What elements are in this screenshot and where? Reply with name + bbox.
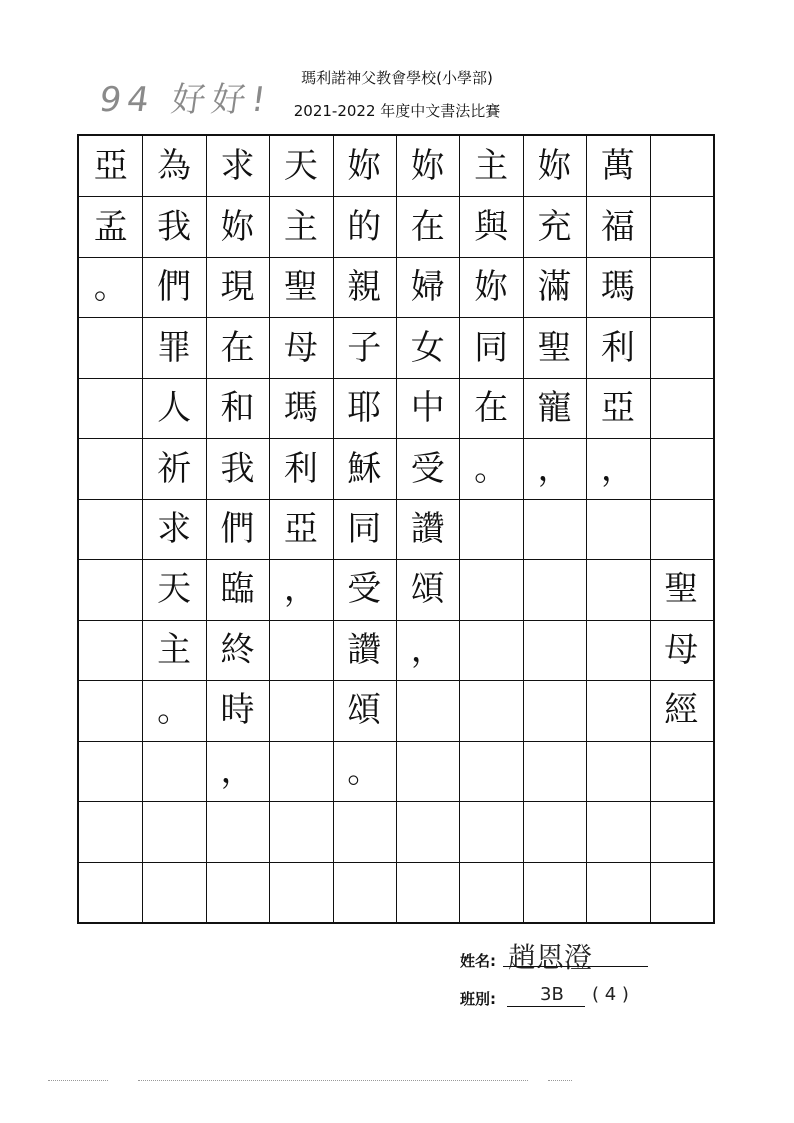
grid-cell: 罪 bbox=[157, 327, 192, 368]
grid-cell bbox=[586, 620, 649, 680]
event-title: 2021-2022 年度中文書法比賽 bbox=[293, 102, 501, 120]
name-value: 趙恩澄 bbox=[508, 941, 593, 974]
grid-cell: 子 bbox=[347, 327, 382, 368]
grid-cell bbox=[79, 499, 142, 559]
grid-cell: 我 bbox=[220, 448, 255, 489]
grid-cell bbox=[650, 862, 713, 922]
grid-cell: 求 bbox=[157, 508, 192, 549]
grid-cell: 們 bbox=[157, 267, 192, 308]
grid-cell bbox=[586, 741, 649, 801]
grid-cell bbox=[523, 499, 586, 559]
grid-cell: 。 bbox=[347, 750, 382, 791]
grid-cell bbox=[269, 741, 332, 801]
grid-cell: 受 bbox=[410, 448, 445, 489]
grid-cell: 。 bbox=[93, 267, 128, 308]
grid-cell: 天 bbox=[157, 569, 192, 610]
grid-cell bbox=[650, 196, 713, 256]
grid-cell bbox=[523, 559, 586, 619]
grid-cell bbox=[650, 499, 713, 559]
grid-cell: 親 bbox=[347, 267, 382, 308]
grid-cell: 孟 bbox=[93, 206, 128, 247]
grid-cell bbox=[586, 680, 649, 740]
grid-cell bbox=[650, 317, 713, 377]
grid-cell bbox=[396, 862, 459, 922]
name-label: 姓名: bbox=[460, 952, 496, 970]
grid-cell: 妳 bbox=[537, 146, 572, 187]
grid-cell bbox=[206, 862, 269, 922]
grid-cell bbox=[523, 620, 586, 680]
grid-cell bbox=[79, 438, 142, 498]
grid-cell: 瑪 bbox=[600, 267, 635, 308]
grid-cell: 在 bbox=[410, 206, 445, 247]
grid-cell bbox=[142, 862, 205, 922]
grid-cell: ， bbox=[283, 569, 318, 610]
grid-cell: 妳 bbox=[474, 267, 509, 308]
grid-cell bbox=[79, 801, 142, 861]
school-name: 瑪利諾神父教會學校(小學部) bbox=[301, 69, 493, 87]
grid-cell: 亞 bbox=[93, 146, 128, 187]
grid-cell: ， bbox=[220, 750, 255, 791]
grid-cell: 頌 bbox=[410, 569, 445, 610]
grid-cell: ， bbox=[410, 629, 445, 670]
grid-cell bbox=[523, 801, 586, 861]
class-label: 班別: bbox=[460, 990, 496, 1008]
grid-cell: 萬 bbox=[600, 146, 635, 187]
grid-cell bbox=[459, 620, 522, 680]
grid-cell bbox=[650, 438, 713, 498]
grid-cell bbox=[650, 801, 713, 861]
grid-cell bbox=[142, 741, 205, 801]
grid-cell: 受 bbox=[347, 569, 382, 610]
grid-cell: 穌 bbox=[347, 448, 382, 489]
grid-cell: 在 bbox=[220, 327, 255, 368]
grid-cell: 的 bbox=[347, 206, 382, 247]
grid-cell: 主 bbox=[157, 629, 192, 670]
grid-cell: 瑪 bbox=[283, 388, 318, 429]
grid-cell: 亞 bbox=[600, 388, 635, 429]
grid-cell: 們 bbox=[220, 508, 255, 549]
grid-cell: 婦 bbox=[410, 267, 445, 308]
grid-cell: 母 bbox=[283, 327, 318, 368]
grid-cell: 和 bbox=[220, 388, 255, 429]
grid-cell: 寵 bbox=[537, 388, 572, 429]
grid-cell: 時 bbox=[220, 690, 255, 731]
grid-cell bbox=[396, 801, 459, 861]
grid-cell: 天 bbox=[283, 146, 318, 187]
grid-cell: 同 bbox=[474, 327, 509, 368]
grid-cell bbox=[523, 741, 586, 801]
grid-cell bbox=[650, 257, 713, 317]
grid-cell: 求 bbox=[220, 146, 255, 187]
grid-cell: 亞 bbox=[283, 508, 318, 549]
grid-cell bbox=[333, 801, 396, 861]
grid-cell bbox=[586, 499, 649, 559]
grid-cell: 讚 bbox=[410, 508, 445, 549]
grid-cell bbox=[586, 559, 649, 619]
class-value: 3B bbox=[540, 984, 564, 1005]
grid-cell: 。 bbox=[474, 448, 509, 489]
grid-cell: 聖 bbox=[664, 569, 699, 610]
grid-cell bbox=[269, 801, 332, 861]
writing-grid bbox=[77, 134, 715, 924]
grid-cell: 妳 bbox=[220, 206, 255, 247]
student-number: ( 4 ) bbox=[592, 984, 629, 1005]
grid-cell: 利 bbox=[283, 448, 318, 489]
grid-cell bbox=[459, 862, 522, 922]
class-underline bbox=[507, 1006, 585, 1007]
name-underline bbox=[503, 966, 648, 967]
grid-cell: 頌 bbox=[347, 690, 382, 731]
grid-cell: 妳 bbox=[410, 146, 445, 187]
grid-cell bbox=[142, 801, 205, 861]
grid-cell: 為 bbox=[157, 146, 192, 187]
grid-cell: 中 bbox=[410, 388, 445, 429]
grid-cell: 主 bbox=[283, 206, 318, 247]
grid-cell bbox=[459, 741, 522, 801]
grid-cell bbox=[269, 680, 332, 740]
grid-cell: 祈 bbox=[157, 448, 192, 489]
grid-cell: 滿 bbox=[537, 267, 572, 308]
grid-cell bbox=[79, 378, 142, 438]
grid-cell: 耶 bbox=[347, 388, 382, 429]
grid-cell bbox=[206, 801, 269, 861]
grid-cell bbox=[523, 862, 586, 922]
scan-noise bbox=[138, 1080, 528, 1083]
grid-cell bbox=[269, 620, 332, 680]
grid-cell: 終 bbox=[220, 629, 255, 670]
grid-cell: 經 bbox=[664, 690, 699, 731]
grid-cell bbox=[269, 862, 332, 922]
grid-cell bbox=[79, 862, 142, 922]
grid-cell: 與 bbox=[474, 206, 509, 247]
grid-cell bbox=[523, 680, 586, 740]
score-mark: 94 好好! bbox=[96, 80, 275, 120]
grid-cell: 母 bbox=[664, 629, 699, 670]
grid-cell: ， bbox=[600, 448, 635, 489]
grid-cell: 同 bbox=[347, 508, 382, 549]
grid-cell: 現 bbox=[220, 267, 255, 308]
grid-cell bbox=[79, 680, 142, 740]
grid-cell bbox=[79, 620, 142, 680]
grid-cell bbox=[459, 801, 522, 861]
grid-cell bbox=[586, 801, 649, 861]
grid-cell: 。 bbox=[157, 690, 192, 731]
grid-cell: 聖 bbox=[283, 267, 318, 308]
grid-cell: 利 bbox=[600, 327, 635, 368]
grid-cell bbox=[79, 559, 142, 619]
grid-cell bbox=[333, 862, 396, 922]
grid-cell: 讚 bbox=[347, 629, 382, 670]
grid-cell bbox=[459, 559, 522, 619]
grid-cell: 女 bbox=[410, 327, 445, 368]
grid-cell: 在 bbox=[474, 388, 509, 429]
grid-cell bbox=[586, 862, 649, 922]
grid-cell bbox=[459, 680, 522, 740]
scan-noise bbox=[48, 1080, 108, 1083]
grid-cell bbox=[650, 378, 713, 438]
grid-cell bbox=[396, 741, 459, 801]
scan-noise bbox=[548, 1080, 572, 1083]
grid-cell: 人 bbox=[157, 388, 192, 429]
grid-cell bbox=[79, 317, 142, 377]
grid-cell bbox=[650, 136, 713, 196]
grid-cell: 臨 bbox=[220, 569, 255, 610]
grid-cell: 聖 bbox=[537, 327, 572, 368]
grid-cell: 福 bbox=[600, 206, 635, 247]
grid-cell bbox=[396, 680, 459, 740]
grid-cell: 充 bbox=[537, 206, 572, 247]
grid-cell bbox=[79, 741, 142, 801]
grid-cell bbox=[650, 741, 713, 801]
grid-cell: 我 bbox=[157, 206, 192, 247]
grid-cell: ， bbox=[537, 448, 572, 489]
grid-cell: 主 bbox=[474, 146, 509, 187]
grid-cell bbox=[459, 499, 522, 559]
grid-cell: 妳 bbox=[347, 146, 382, 187]
